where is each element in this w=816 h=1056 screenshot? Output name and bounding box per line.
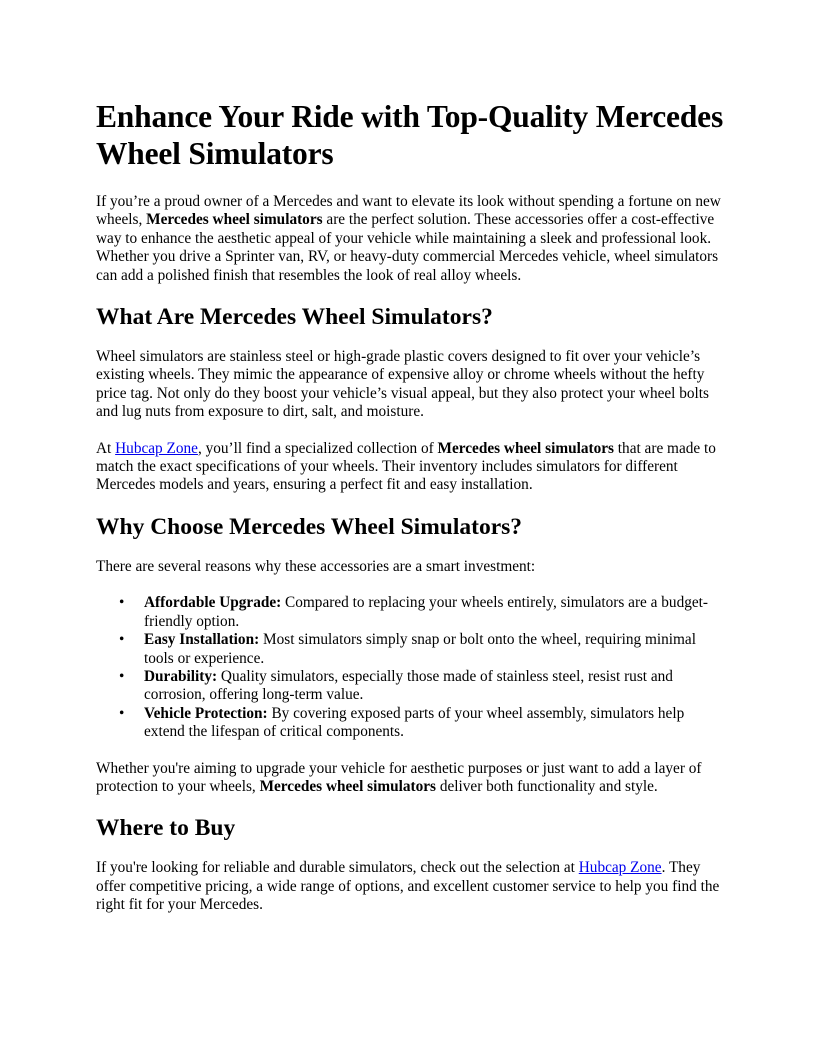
- p2-text-end: that are made to match the exact specifications of your wheels. Their inventory includes simulators for different Mercedes models and years, ensuring a perfect fit and easy installation.: [96, 439, 716, 494]
- section1-paragraph-1: Wheel simulators are stainless steel or high-grade plastic covers designed to fit over your vehicle’s existing wheels. They mimic the appearance of expensive alloy or chrome wheels without the hefty price tag. Not only do they boost your vehicle’s visual appeal, but they also protect your wheel bolts and lug nuts from exposure to dirt, salt, and moisture.: [96, 348, 710, 421]
- section-heading-why: Why Choose Mercedes Wheel Simulators?: [96, 513, 523, 540]
- closing-text: Whether you're aiming to upgrade your vehicle for aesthetic purposes or just want to add a layer of protection to your wheels,: [96, 759, 702, 795]
- list-item-text: By covering exposed parts of your wheel assembly, simulators help extend the lifespan of critical components.: [144, 704, 685, 741]
- list-item-label: Vehicle Protection:: [144, 704, 268, 722]
- closing-text-end: deliver both functionality and style.: [436, 777, 658, 795]
- section2-closing: [96, 760, 724, 797]
- list-item-label: Affordable Upgrade:: [144, 594, 282, 612]
- section2-intro: There are several reasons why these accessories are a smart investment:: [96, 557, 536, 575]
- reasons-list: [96, 594, 724, 741]
- intro-text: If you’re a proud owner of a Mercedes and want to elevate its look without spending a fortune on new wheels,: [96, 193, 721, 229]
- list-item-text: Quality simulators, especially those made of stainless steel, resist rust and corrosion, offering long-term value.: [144, 667, 673, 704]
- list-item: [144, 705, 724, 742]
- list-item-text: Compared to replacing your wheels entirely, simulators are a budget-friendly option.: [144, 594, 708, 630]
- page-title: Enhance Your Ride with Top-Quality Mercedes Wheel Simulators: [96, 99, 723, 171]
- list-item-label: Durability:: [144, 667, 218, 685]
- intro-bold: Mercedes wheel simulators: [146, 211, 323, 229]
- hubcap-zone-link[interactable]: Hubcap Zone: [115, 439, 198, 457]
- list-item: [144, 594, 724, 631]
- section-heading-what: What Are Mercedes Wheel Simulators?: [96, 304, 493, 331]
- intro-paragraph: [96, 193, 724, 285]
- document-page: [96, 98, 724, 933]
- p2-text-mid: , you’ll find a specialized collection of: [197, 439, 438, 457]
- list-item: [144, 668, 724, 705]
- section1-paragraph-2: [96, 440, 724, 495]
- section3-paragraph: [96, 859, 724, 914]
- list-item-label: Easy Installation:: [144, 631, 260, 649]
- where-text: If you're looking for reliable and durable simulators, check out the selection at: [96, 859, 579, 877]
- p2-text: At: [96, 439, 116, 457]
- where-text-end: . They offer competitive pricing, a wide range of options, and excellent customer service to help you find the right fit for your Mercedes.: [96, 859, 720, 914]
- list-item-text: Most simulators simply snap or bolt onto the wheel, requiring minimal tools or experience.: [144, 631, 696, 667]
- closing-bold: Mercedes wheel simulators: [259, 777, 436, 795]
- section-heading-where: Where to Buy: [96, 815, 236, 842]
- intro-text-end: are the perfect solution. These accessories offer a cost-effective way to enhance the aesthetic appeal of your vehicle while maintaining a sleek and professional look. Whether you drive a Sprinter van, RV, or heavy-duty commercial Mercedes vehicle, wheel simulators can add a polished finish that resembles the look of real alloy wheels.: [96, 211, 719, 284]
- hubcap-zone-link-2[interactable]: Hubcap Zone: [578, 859, 662, 877]
- list-item: [144, 631, 724, 668]
- p2-bold: Mercedes wheel simulators: [437, 439, 614, 457]
